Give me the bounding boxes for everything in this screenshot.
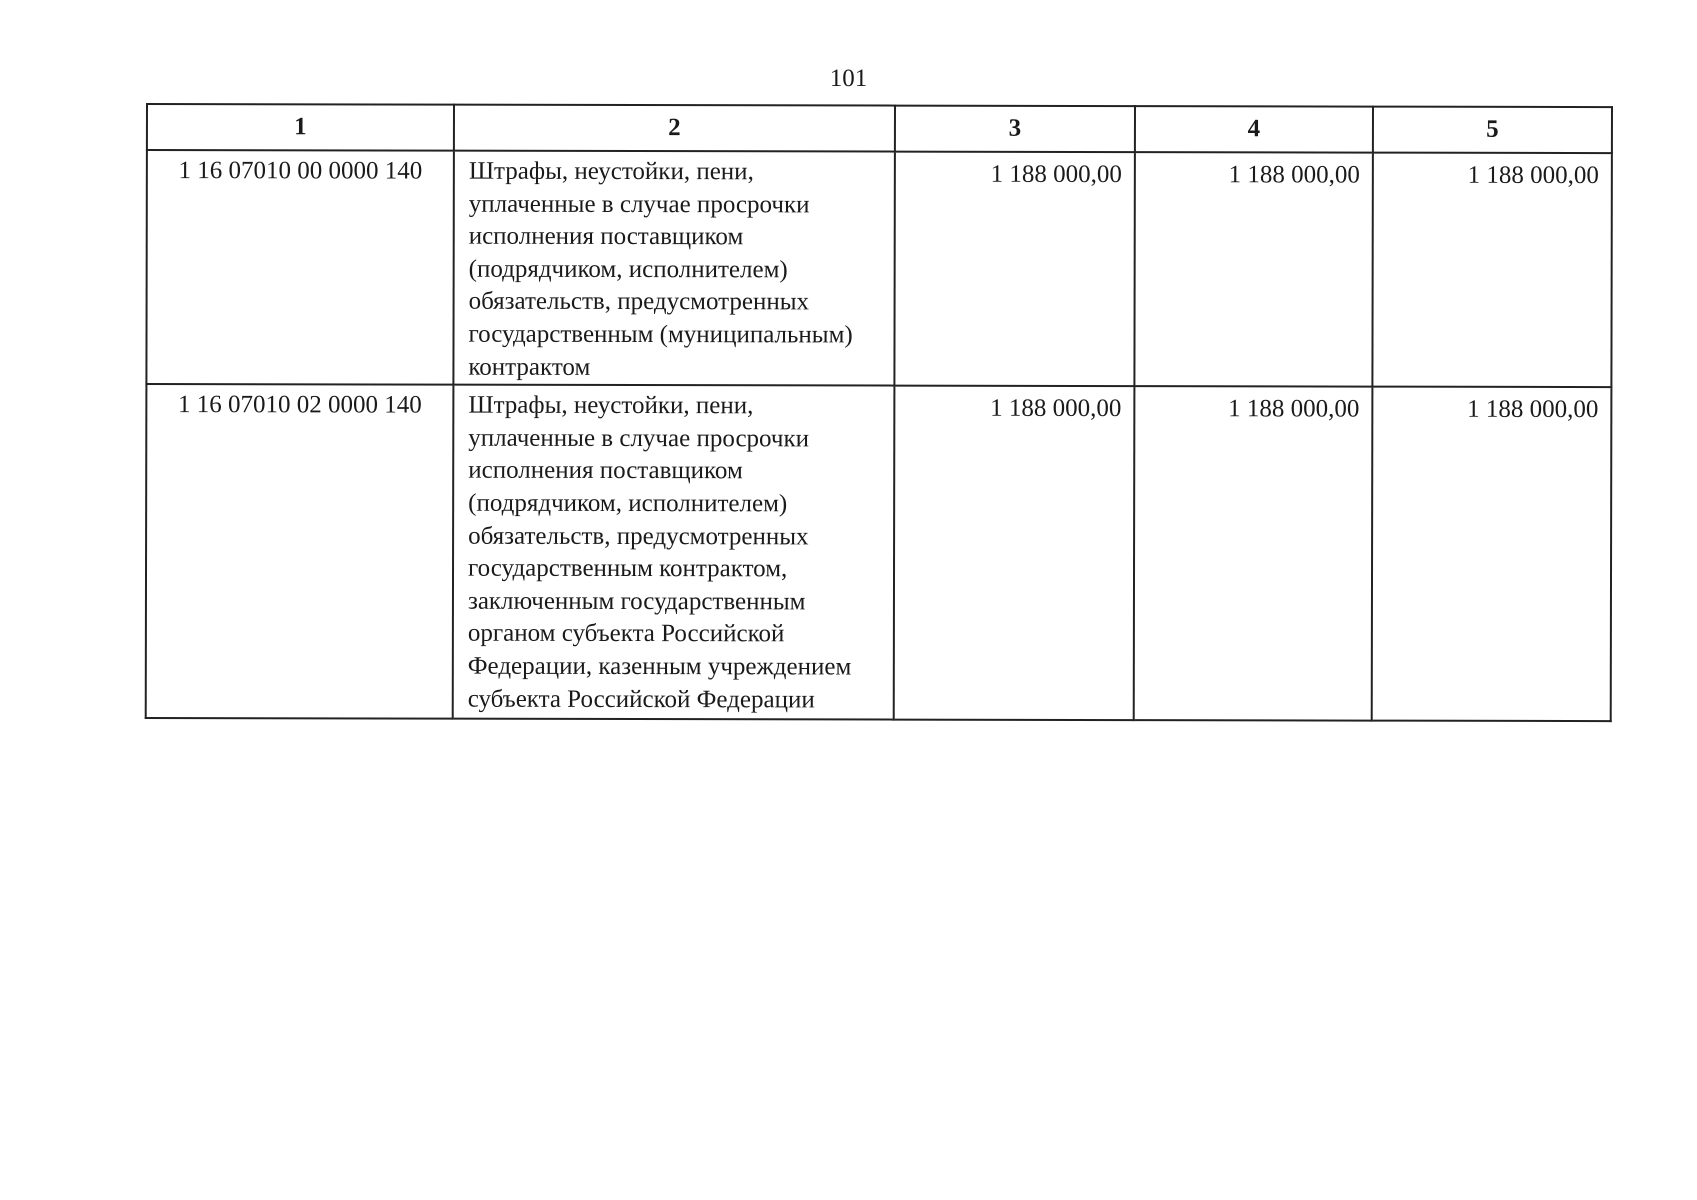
page-number: 101 xyxy=(829,65,868,92)
header-col-3: 3 xyxy=(895,106,1135,153)
budget-code-cell: 1 16 07010 00 0000 140 xyxy=(146,150,453,385)
header-col-2: 2 xyxy=(454,105,895,152)
revenue-table xyxy=(145,103,1613,722)
header-col-5: 5 xyxy=(1373,107,1612,154)
income-name-cell: Штрафы, неустойки, пени, уплаченные в случае просрочки исполнения поставщиком (подрядчиком, исполнителем) обязательств, предусмотренных государственным контрактом, заключенным государственным органом субъекта Российской Федерации, казенным учреждением субъекта Российской Федерации xyxy=(453,385,895,720)
amount-col-4-cell: 1 188 000,00 xyxy=(1134,386,1373,720)
table-header-row xyxy=(147,104,1612,153)
header-col-4: 4 xyxy=(1135,106,1373,152)
amount-col-5-cell: 1 188 000,00 xyxy=(1372,387,1612,721)
amount-col-5-cell: 1 188 000,00 xyxy=(1372,153,1611,388)
income-name-cell: Штрафы, неустойки, пени, уплаченные в случае просрочки исполнения поставщиком (подрядчиком, исполнителем) обязательств, предусмотренных государственным (муниципальным) контрактом xyxy=(453,151,894,386)
table-row xyxy=(146,384,1612,721)
budget-code-cell: 1 16 07010 02 0000 140 xyxy=(146,384,454,719)
amount-col-4-cell: 1 188 000,00 xyxy=(1134,152,1372,387)
amount-col-3-cell: 1 188 000,00 xyxy=(894,152,1134,387)
table-row xyxy=(146,150,1611,387)
amount-col-3-cell: 1 188 000,00 xyxy=(894,386,1135,721)
header-col-1: 1 xyxy=(147,104,454,151)
revenue-table-container xyxy=(146,103,1611,719)
